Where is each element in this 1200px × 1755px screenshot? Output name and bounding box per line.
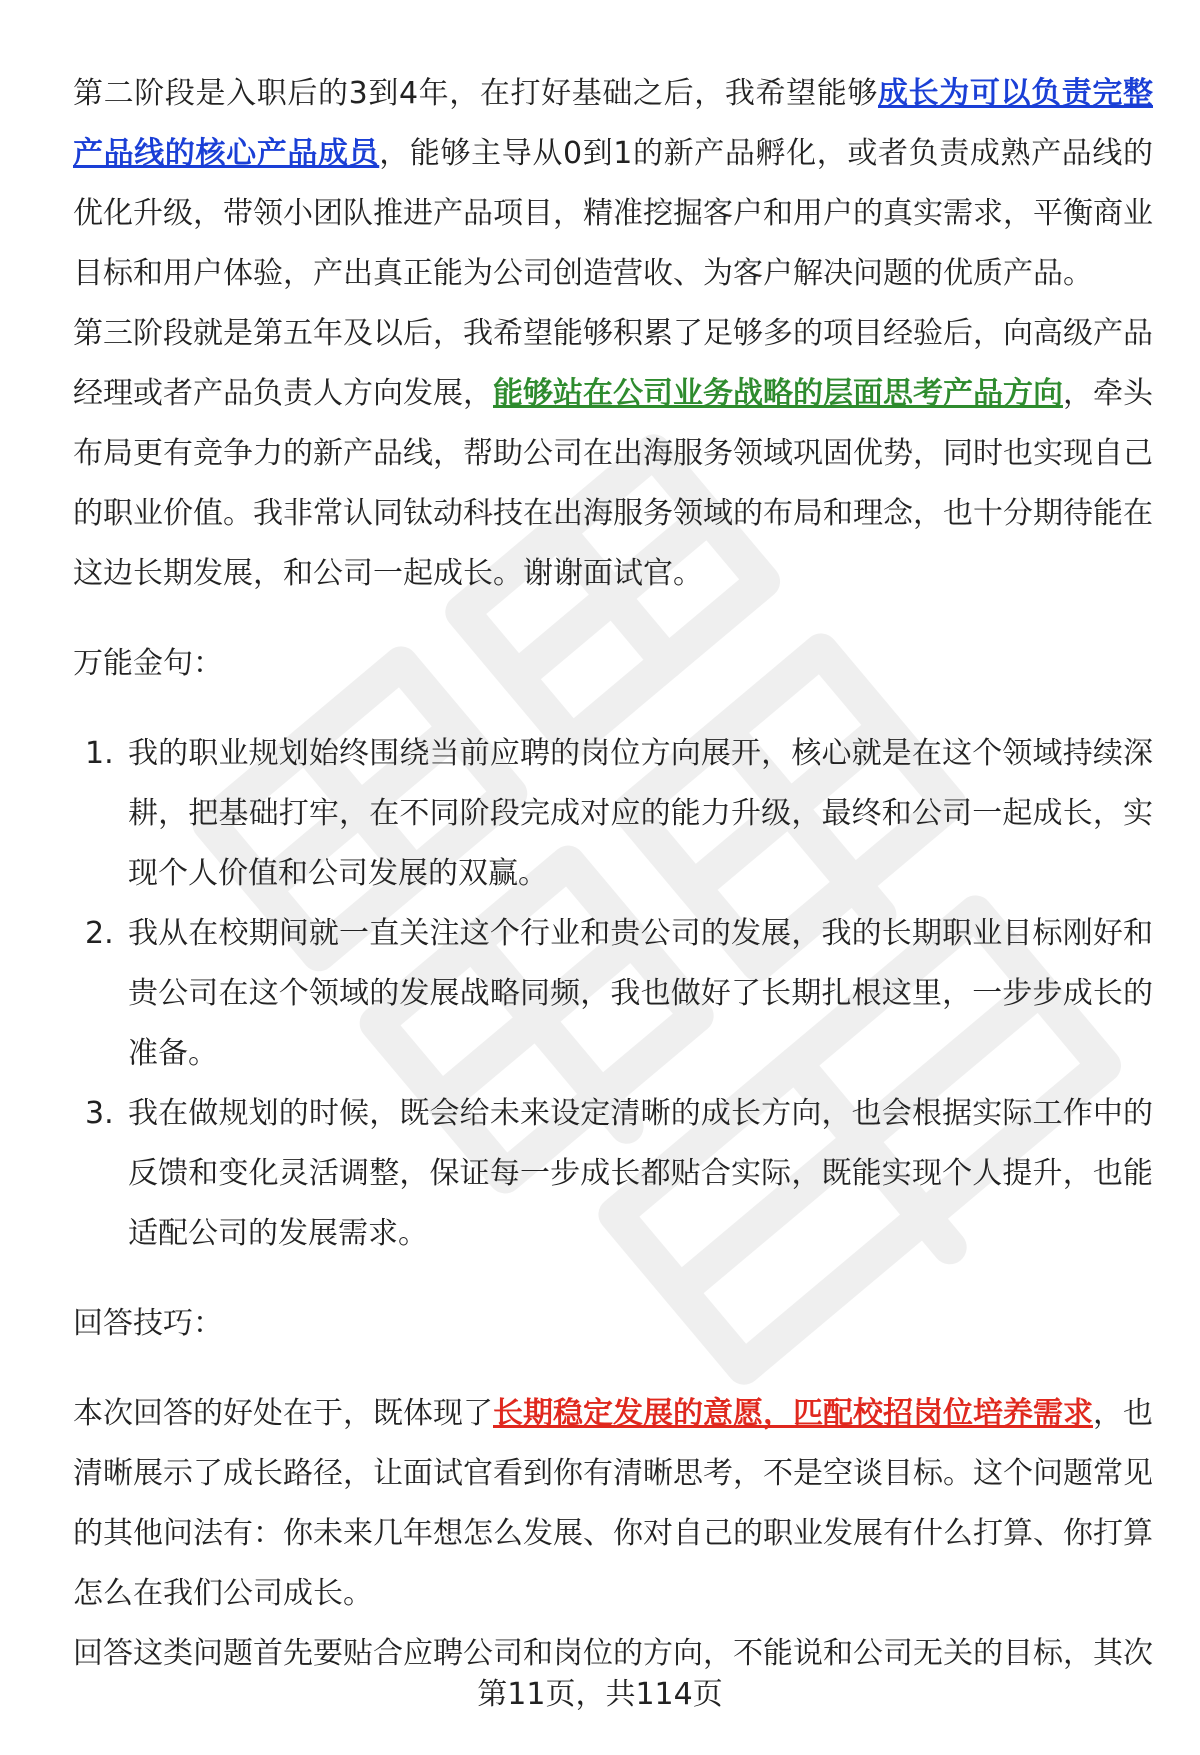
stage2-text-before: 第二阶段是入职后的3到4年，在打好基础之后，我希望能够 (73, 76, 878, 111)
list-item (73, 1084, 1153, 1264)
stage3-highlight: 能够站在公司业务战略的层面思考产品方向 (493, 376, 1063, 411)
stage2-highlight: 成长为可以负责完整产品线的核心产品成员 (73, 76, 1153, 171)
answer-tips-paragraph (73, 1384, 1153, 1624)
golden-sentences-list (73, 724, 1153, 1264)
list-item (73, 904, 1153, 1084)
answer-tips-paragraph-2: 回答这类问题首先要贴合应聘公司和岗位的方向，不能说和公司无关的目标，其次 (73, 1636, 1153, 1671)
stage2-text-after: ，能够主导从0到1的新产品孵化，或者负责成熟产品线的优化升级，带领小团队推进产品项目，精准挖掘客户和用户的真实需求，平衡商业目标和用户体验，产出真正能为公司创造营收、为客户解决问题的优质产品。 (73, 136, 1153, 291)
stage3-text-before: 第三阶段就是第五年及以后，我希望能够积累了足够多的项目经验后，向高级产品经理或者产品负责人方向发展， (73, 316, 1153, 411)
stage3-text-after: ，牵头布局更有竞争力的新产品线，帮助公司在出海服务领域巩固优势，同时也实现自己的职业价值。我非常认同钛动科技在出海服务领域的布局和理念，也十分期待能在这边长期发展，和公司一起成长。谢谢面试官。 (73, 376, 1153, 591)
list-item-text: 我从在校期间就一直关注这个行业和贵公司的发展，我的长期职业目标刚好和贵公司在这个领域的发展战略同频，我也做好了长期扎根这里，一步步成长的准备。 (128, 916, 1153, 1071)
list-item-text: 我在做规划的时候，既会给未来设定清晰的成长方向，也会根据实际工作中的反馈和变化灵活调整，保证每一步成长都贴合实际，既能实现个人提升，也能适配公司的发展需求。 (128, 1096, 1153, 1251)
answer-tips-heading: 回答技巧： (73, 1306, 223, 1341)
stage2-paragraph (73, 64, 1153, 304)
answer-tips-text-before: 本次回答的好处在于，既体现了 (73, 1396, 493, 1431)
list-item-number: 3. (85, 1096, 114, 1131)
list-item-number: 2. (85, 916, 114, 951)
golden-sentences-heading: 万能金句： (73, 646, 223, 681)
answer-tips-text-after: ，也清晰展示了成长路径，让面试官看到你有清晰思考，不是空谈目标。这个问题常见的其他问法有：你未来几年想怎么发展、你对自己的职业发展有什么打算、你打算怎么在我们公司成长。 (73, 1396, 1153, 1611)
list-item-number: 1. (85, 736, 114, 771)
document-body (73, 64, 1153, 1684)
answer-tips-highlight: 长期稳定发展的意愿，匹配校招岗位培养需求 (493, 1396, 1093, 1431)
list-item-text: 我的职业规划始终围绕当前应聘的岗位方向展开，核心就是在这个领域持续深耕，把基础打牢，在不同阶段完成对应的能力升级，最终和公司一起成长，实现个人价值和公司发展的双赢。 (128, 736, 1153, 891)
stage3-paragraph (73, 304, 1153, 604)
page-number-footer: 第11页，共114页 (477, 1677, 723, 1712)
list-item (73, 724, 1153, 904)
